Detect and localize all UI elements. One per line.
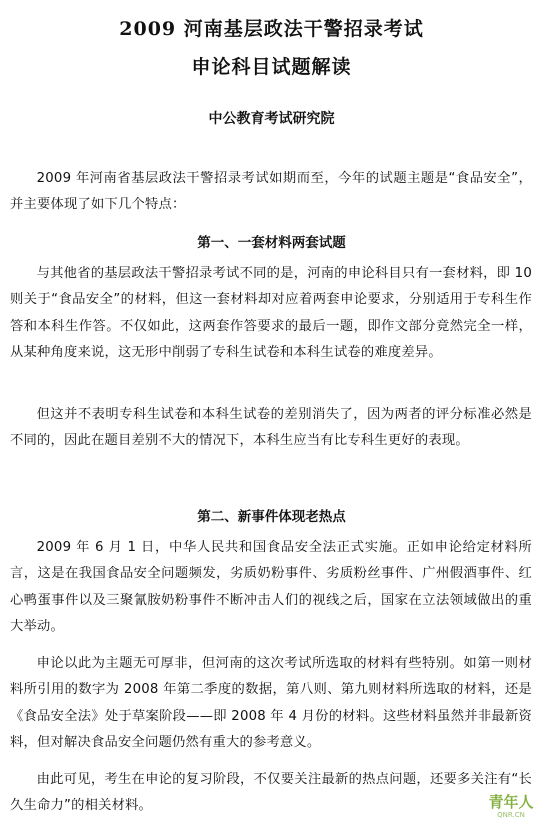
section-2-paragraph-1: 2009 年 6 月 1 日，中华人民共和国食品安全法正式实施。正如申论给定材料所言，这是在我国食品安全问题频发，劣质奶粉事件、劣质粉丝事件、广州假酒事件、红心鸭蛋事件以及三聚氰胺奶粉事件不断冲击人们的视线之后，国家在立法领域做出的重大举动。 xyxy=(10,540,532,634)
document-title-line-2: 申论科目试题解读 xyxy=(191,56,352,78)
watermark-name: 青年人 xyxy=(488,793,534,811)
intro-paragraph: 2009 年河南省基层政法干警招录考试如期而至，今年的试题主题是“食品安全”，并主要体现了如下几个特点： xyxy=(10,171,532,213)
author-institution: 中公教育考试研究院 xyxy=(208,111,335,127)
watermark-logo xyxy=(485,793,537,820)
section-2-heading: 第二、新事件体现老热点 xyxy=(197,509,346,525)
section-1-heading: 第一、一套材料两套试题 xyxy=(197,235,346,251)
section-2-paragraph-3: 由此可见，考生在申论的复习阶段，不仅要关注最新的热点问题，还要多关注有“长久生命力”的相关材料。 xyxy=(10,772,532,814)
watermark-url: QNR.CN xyxy=(497,811,525,819)
document-title-line-1: 2009 河南基层政法干警招录考试 xyxy=(119,18,424,40)
section-1-paragraph-2: 但这并不表明专科生试卷和本科生试卷的差别消失了，因为两者的评分标准必然是不同的，因此在题目差别不大的情况下，本科生应当有比专科生更好的表现。 xyxy=(10,407,532,449)
section-2-paragraph-2: 申论以此为主题无可厚非，但河南的这次考试所选取的材料有些特别。如第一则材料所引用的数字为 2008 年第二季度的数据，第八则、第九则材料所选取的材料，还是《食品安全法》处于草案阶段——即 2008 年 4 月份的材料。这些材料虽然并非最新资料，但对解决食品安全问题仍然有重大的参考意义。 xyxy=(10,656,532,750)
section-1-paragraph-1: 与其他省的基层政法干警招录考试不同的是，河南的申论科目只有一套材料，即 10 则关于“食品安全”的材料，但这一套材料却对应着两套申论要求，分别适用于专科生作答和本科生作答。不仅如此，这两套作答要求的最后一题，即作文部分竟然完全一样，从某种角度来说，这无形中削弱了专科生试卷和本科生试卷的难度差异。 xyxy=(10,266,532,360)
